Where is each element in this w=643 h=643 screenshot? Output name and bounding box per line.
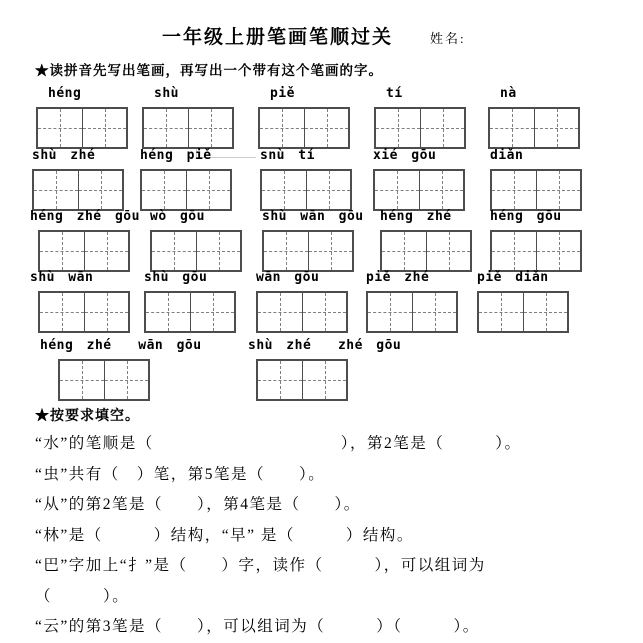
grid-cell (264, 232, 308, 270)
question-line: “水”的笔顺是（ ），第2笔是（ ）。 (35, 435, 522, 452)
grid-cell (186, 171, 230, 209)
grid-cell (196, 232, 240, 270)
pinyin-unit (366, 270, 486, 336)
pinyin-label: héng zhé (380, 209, 452, 224)
grid-cell (412, 293, 456, 331)
grid-cell (376, 109, 420, 147)
grid-cell (419, 171, 463, 209)
pinyin-label: wān gōu (256, 270, 320, 285)
grid-cell (188, 109, 232, 147)
pinyin-unit (142, 86, 262, 152)
section1-heading: ★读拼音先写出笔画，再写出一个带有这个笔画的字。 (35, 63, 383, 78)
grid-cell (420, 109, 464, 147)
grid-cell (479, 293, 523, 331)
pinyin-label: wò gōu (150, 209, 205, 224)
pinyin-label: shù (154, 86, 179, 101)
grid-cell (308, 232, 352, 270)
grid-cell (382, 232, 426, 270)
stroke-grid (380, 230, 472, 272)
pinyin-label: piě (270, 86, 295, 101)
grid-cell (368, 293, 412, 331)
pinyin-unit (30, 270, 150, 336)
stroke-grid (144, 291, 236, 333)
pinyin-label: shù wān gōu (262, 209, 364, 224)
pinyin-unit (248, 338, 418, 404)
grid-cell (34, 171, 78, 209)
pinyin-unit (373, 148, 493, 214)
grid-cell (40, 232, 84, 270)
pinyin-unit (477, 270, 597, 336)
stroke-grid (258, 107, 350, 149)
question-line: “林”是（ ）结构，“早” 是（ ）结构。 (35, 526, 414, 544)
grid-cell (492, 171, 536, 209)
grid-cell (84, 232, 128, 270)
pinyin-unit (490, 209, 610, 275)
pinyin-unit (260, 148, 380, 214)
pinyin-label: xié gōu (373, 148, 437, 163)
pinyin-unit (36, 86, 156, 152)
pinyin-label: snù tí (260, 148, 315, 163)
grid-cell (152, 232, 196, 270)
pinyin-unit (140, 148, 260, 214)
grid-cell (492, 232, 536, 270)
pinyin-label: piě diǎn (477, 270, 549, 285)
pinyin-unit (262, 209, 382, 275)
pinyin-unit (258, 86, 378, 152)
question-line: “巴”字加上“扌”是（ ）字，读作（ ），可以组词为 (35, 557, 486, 574)
stroke-grid (490, 169, 582, 211)
pinyin-label: héng piě (140, 148, 212, 163)
pinyin-label: shù zhé (32, 148, 96, 163)
pinyin-unit (144, 270, 264, 336)
pinyin-label: héng zhé gōu (30, 209, 140, 224)
stroke-grid (58, 359, 150, 401)
question-line: “云”的第3笔是（ ），可以组词为（ ）（ ）。 (35, 618, 480, 635)
stroke-grid (256, 359, 348, 401)
pinyin-label: nà (500, 86, 517, 101)
pinyin-unit (40, 338, 210, 404)
stroke-grid (38, 291, 130, 333)
stroke-grid (373, 169, 465, 211)
stroke-grid (36, 107, 128, 149)
question-line: “虫”共有（ ）笔，第5笔是（ ）。 (35, 465, 326, 483)
pinyin-label: shù zhé zhé gōu (248, 338, 402, 353)
question-line: （ ）。 (35, 587, 130, 605)
grid-cell (262, 171, 306, 209)
pinyin-unit (150, 209, 270, 275)
pinyin-unit (488, 86, 608, 152)
grid-cell (146, 293, 190, 331)
grid-cell (302, 361, 346, 399)
stroke-grid (32, 169, 124, 211)
grid-cell (523, 293, 567, 331)
stroke-grid (374, 107, 466, 149)
grid-cell (490, 109, 534, 147)
stroke-grid (488, 107, 580, 149)
grid-cell (534, 109, 578, 147)
grid-cell (258, 361, 302, 399)
name-field-label: 姓名: (430, 31, 466, 46)
grid-cell (82, 109, 126, 147)
grid-cell (144, 109, 188, 147)
pinyin-unit (380, 209, 500, 275)
grid-cell (78, 171, 122, 209)
pinyin-label: piě zhé (366, 270, 430, 285)
pinyin-label: héng zhé wān gōu (40, 338, 202, 353)
pinyin-label: héng (48, 86, 82, 101)
pinyin-label: héng gōu (490, 209, 562, 224)
grid-cell (536, 171, 580, 209)
stroke-grid (38, 230, 130, 272)
grid-cell (426, 232, 470, 270)
grid-cell (306, 171, 350, 209)
grid-cell (60, 361, 104, 399)
page-title: 一年级上册笔画笔顺过关 (161, 27, 393, 48)
grid-cell (302, 293, 346, 331)
grid-cell (84, 293, 128, 331)
grid-cell (258, 293, 302, 331)
grid-cell (190, 293, 234, 331)
stroke-grid (477, 291, 569, 333)
question-line: “从”的第2笔是（ ），第4笔是（ ）。 (35, 496, 361, 513)
pinyin-label: shù wān (30, 270, 94, 285)
pinyin-unit (374, 86, 494, 152)
grid-cell (104, 361, 148, 399)
stroke-grid (366, 291, 458, 333)
stroke-grid (260, 169, 352, 211)
pinyin-unit (30, 209, 150, 275)
grid-cell (142, 171, 186, 209)
pinyin-unit (32, 148, 152, 214)
grid-cell (375, 171, 419, 209)
grid-cell (304, 109, 348, 147)
pinyin-unit (490, 148, 610, 214)
grid-cell (38, 109, 82, 147)
stroke-grid (262, 230, 354, 272)
stroke-grid (256, 291, 348, 333)
grid-cell (40, 293, 84, 331)
fill-in-questions (35, 429, 625, 643)
pinyin-label: tí (386, 86, 403, 101)
stroke-grid (140, 169, 232, 211)
pinyin-unit (256, 270, 376, 336)
grid-cell (536, 232, 580, 270)
stroke-grid (150, 230, 242, 272)
pinyin-label: diǎn (490, 148, 524, 163)
pinyin-label: shù gōu (144, 270, 208, 285)
section2-heading: ★按要求填空。 (35, 407, 140, 423)
grid-cell (260, 109, 304, 147)
stroke-grid (142, 107, 234, 149)
stroke-grid (490, 230, 582, 272)
